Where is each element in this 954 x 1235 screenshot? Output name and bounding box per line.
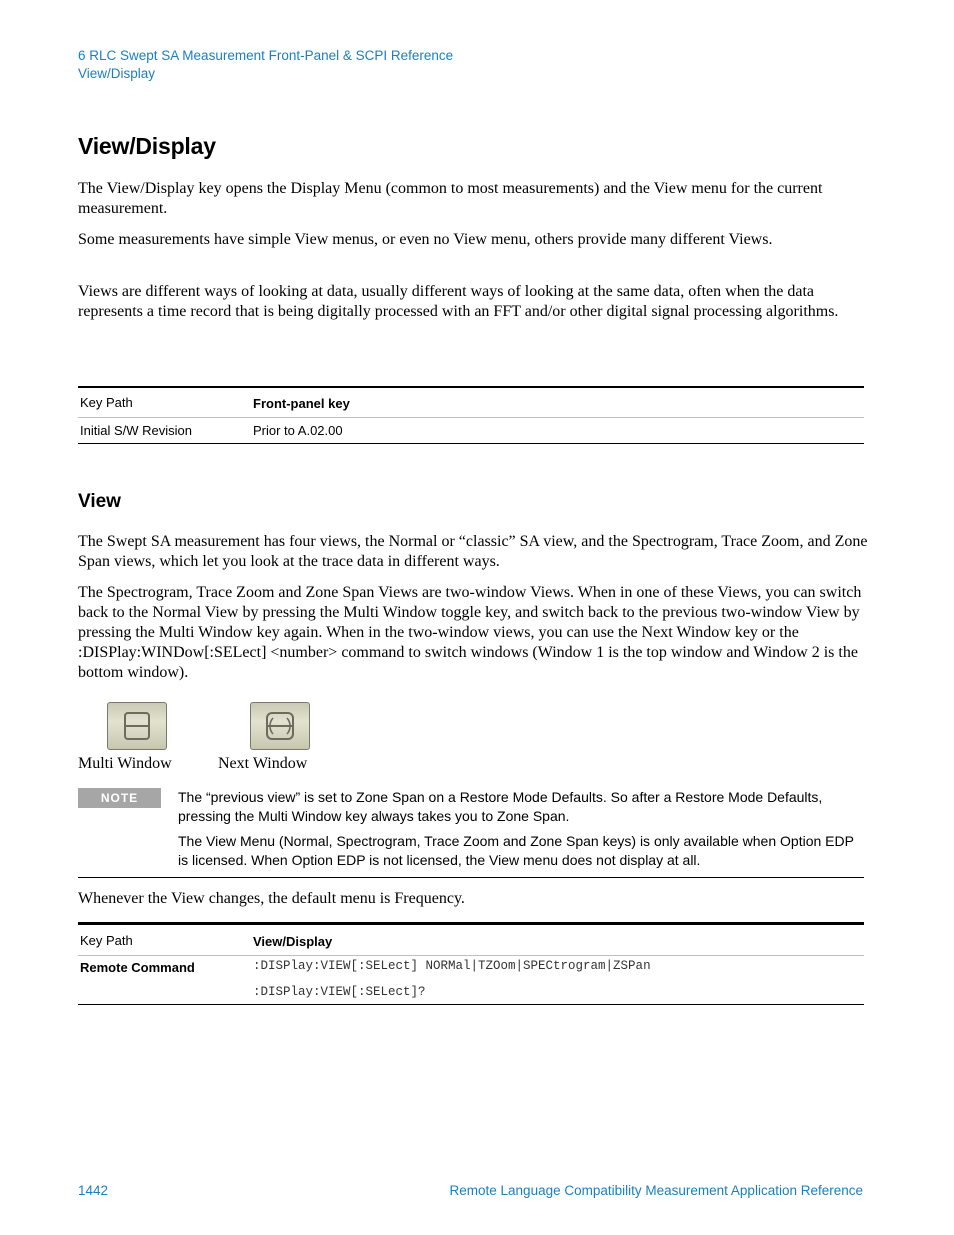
row-label: Initial S/W Revision [80,423,192,438]
next-window-key-label: Next Window [218,755,308,772]
multi-window-key-label: Multi Window [78,755,172,772]
chapter-title: 6 RLC Swept SA Measurement Front-Panel & SCPI Reference [78,48,454,63]
row-label: Key Path [80,932,133,948]
key-path-table [78,386,864,444]
remote-command-query: :DISPlay:VIEW[:SELect]? [253,985,426,999]
note-badge: NOTE [78,788,161,808]
section-title: View/Display [78,66,156,81]
next-window-key-icon [250,702,310,750]
row-label: Remote Command [80,960,195,975]
intro-paragraph-2: Some measurements have simple View menus, or even no View menu, others provide many different Views. [78,231,773,248]
document-title: Remote Language Compatibility Measurement Application Reference [449,1183,863,1198]
remote-command-set: :DISPlay:VIEW[:SELect] NORMal|TZOom|SPECtrogram|ZSPan [253,959,651,973]
note-paragraph-2: The View Menu (Normal, Spectrogram, Trace Zoom and Zone Span keys) is only available when Option EDP is licensed. When Option EDP is not licensed, the View menu does not display at all. [178,833,854,868]
row-value: Front-panel key [253,396,350,411]
intro-paragraph-1: The View/Display key opens the Display Menu (common to most measurements) and the View menu for the current measurement. [78,180,823,217]
row-value: View/Display [253,933,333,949]
note-paragraph-1: The “previous view” is set to Zone Span on a Restore Mode Defaults. So after a Restore Mode Defaults, pressing the Multi Window key always takes you to Zone Span. [178,789,823,824]
table-row [78,417,864,443]
note-bottom-rule [78,877,864,878]
page-title: View/Display [78,133,216,159]
intro-paragraph-3: Views are different ways of looking at data, usually different ways of looking at the same data, often when the data represents a time record that is being digitally processed with an FFT and/or other digital signal processing algorithms. [78,283,839,320]
page-number: 1442 [78,1183,109,1198]
view-paragraph-2: The Spectrogram, Trace Zoom and Zone Span Views are two-window Views. When in one of these Views, you can switch back to the Normal View by pressing the Multi Window toggle key, and switch back to the previous two-window View by pressing the Multi Window key again. When in the two-window views, you can use the Next Window key or the :DISPlay:WINDow[:SELect] <number> command to switch windows (Window 1 is the top window and Window 2 is the bottom window). [78,584,862,681]
view-paragraph-1: The Swept SA measurement has four views, the Normal or “classic” SA view, and the Spectrogram, Trace Zoom, and Zone Span views, which let you look at the trace data in different ways. [78,533,868,570]
table-bottom-rule [78,443,864,444]
default-menu-paragraph: Whenever the View changes, the default menu is Frequency. [78,890,465,907]
table-row [78,922,864,955]
table-row [78,386,864,417]
multi-window-key-icon [107,702,167,750]
running-header [78,47,453,83]
view-heading: View [78,491,121,512]
table-bottom-rule [78,1004,864,1005]
row-label: Key Path [80,395,133,410]
row-value: Prior to A.02.00 [253,423,343,438]
remote-command-table [78,922,864,1005]
table-row [78,955,864,1004]
